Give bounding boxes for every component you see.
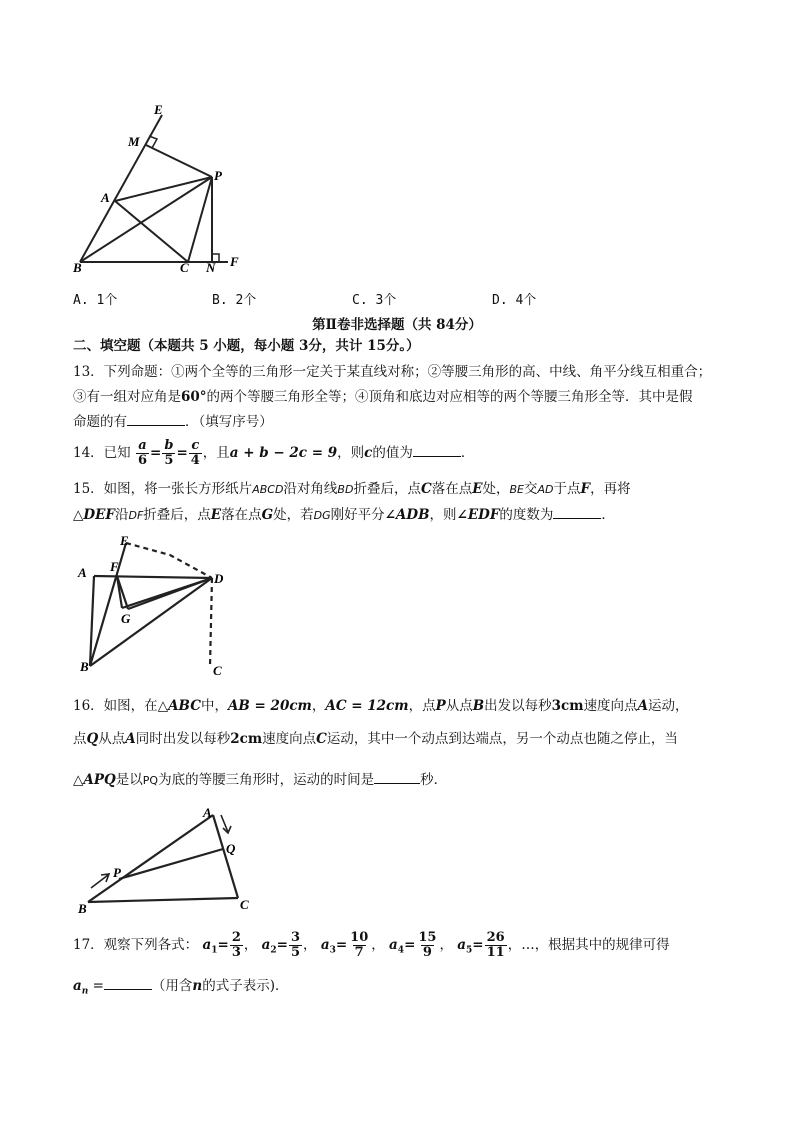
q16-line2: 点Q从点A同时出发以每秒2cm速度向点C运动，其中一个动点到达端点，另一个动点也随之停止，当 bbox=[73, 731, 678, 747]
fig16-label-A: A bbox=[203, 805, 212, 820]
q13-line1: 13．下列命题：①两个全等的三角形一定关于某直线对称；②等腰三角形的高、中线、角平分线互相重合； bbox=[73, 364, 712, 380]
option-c: C. 3个 bbox=[352, 293, 397, 308]
q15-answer-blank bbox=[553, 506, 601, 519]
fig12-label-A: A bbox=[101, 190, 110, 205]
q13-line2: ③有一组对应角是60°的两个等腰三角形全等；④顶角和底边对应相等的两个等腰三角形全等．其中是假 bbox=[73, 389, 693, 405]
fig12-label-N: N bbox=[206, 260, 216, 275]
fig16-label-C: C bbox=[240, 897, 249, 912]
fig12-label-M: M bbox=[128, 134, 140, 149]
q17-frac-5: $\frac{26}{11}$ bbox=[486, 930, 505, 960]
fig12-label-C: C bbox=[180, 260, 189, 275]
section-title: 第Ⅱ卷非选择题（共 84分） bbox=[312, 317, 482, 333]
q16-line1: 16．如图，在△ABC中，AB = 20cm，AC = 12cm，点P从点B出发以每秒3cm速度向点A运动， bbox=[73, 698, 689, 714]
q17-frac-3: $\frac{10}{7}$ bbox=[350, 930, 369, 960]
q13-answer-blank bbox=[127, 413, 185, 426]
q17-answer-blank bbox=[104, 977, 152, 990]
fig16-label-Q: Q bbox=[226, 841, 236, 856]
fig15-label-G: G bbox=[121, 611, 131, 626]
q16-line3: △APQ是以PQ为底的等腰三角形时，运动的时间是 秒． bbox=[73, 772, 448, 788]
q14-answer-blank bbox=[413, 444, 461, 457]
q14-frac-b: $\frac{b}{5}$ bbox=[164, 438, 174, 468]
option-a: A. 1个 bbox=[73, 293, 118, 308]
q14-expression: a + b − 2c = 9 bbox=[229, 445, 338, 461]
q14-line: 14．已知 $\frac{a}{6}$ = $\frac{b}{5}$ = $\frac{c}{4}$ ，且a + b − 2c = 9，则c的值为 ． bbox=[73, 438, 475, 468]
fig15-label-B: B bbox=[80, 659, 89, 674]
option-d: D. 4个 bbox=[492, 293, 537, 308]
q17-line1: 17．观察下列各式： $a_1=$ $\frac{2}{3}$ ， $a_2=$ $\frac{3}{5}$ ， $a_3=$ $\frac{10}{7}$ ， $a_4=$ $\frac{15}{9}$ ， $a_5=$ $\frac{26}{11}$ ，…，根据其中的规律可得 bbox=[73, 930, 670, 960]
figure-q15 bbox=[70, 533, 240, 683]
q17-frac-4: $\frac{15}{9}$ bbox=[418, 930, 437, 960]
fig12-label-E: E bbox=[154, 102, 163, 117]
fig16-label-B: B bbox=[78, 901, 87, 916]
option-b: B. 2个 bbox=[212, 293, 257, 308]
figure-q16 bbox=[75, 805, 265, 917]
fig16-label-P: P bbox=[113, 865, 121, 880]
fig12-label-P: P bbox=[214, 168, 222, 183]
part-heading: 二、填空题（本题共 5 小题，每小题 3分，共计 15分。） bbox=[73, 338, 420, 354]
q15-line2: △DEF沿DF折叠后，点E落在点G处，若DG刚好平分∠ADB，则∠EDF的度数为 ． bbox=[73, 507, 615, 523]
q17-line2: $a_n$ = （用含n的式子表示)． bbox=[73, 978, 289, 997]
fig15-label-E: E bbox=[120, 533, 129, 548]
fig15-label-A: A bbox=[78, 565, 87, 580]
figure-q12 bbox=[60, 100, 260, 275]
q13-degree: 60° bbox=[181, 389, 207, 405]
q13-line3: 命题的有 ．（填写序号） bbox=[73, 414, 273, 430]
fig15-label-F: F bbox=[110, 559, 119, 574]
q17-frac-2: $\frac{3}{5}$ bbox=[290, 930, 301, 960]
q16-answer-blank bbox=[374, 771, 420, 784]
q17-frac-1: $\frac{2}{3}$ bbox=[231, 930, 241, 960]
fig12-label-F: F bbox=[230, 254, 239, 269]
fig12-label-B: B bbox=[73, 260, 82, 275]
fig15-label-C: C bbox=[213, 663, 222, 678]
q15-line1: 15．如图，将一张长方形纸片ABCD沿对角线BD折叠后，点C落在点E处，BE交AD于点F，再将 bbox=[73, 481, 631, 497]
q14-frac-c: $\frac{c}{4}$ bbox=[190, 438, 200, 468]
fig15-label-D: D bbox=[214, 571, 224, 586]
q14-frac-a: $\frac{a}{6}$ bbox=[137, 438, 148, 468]
